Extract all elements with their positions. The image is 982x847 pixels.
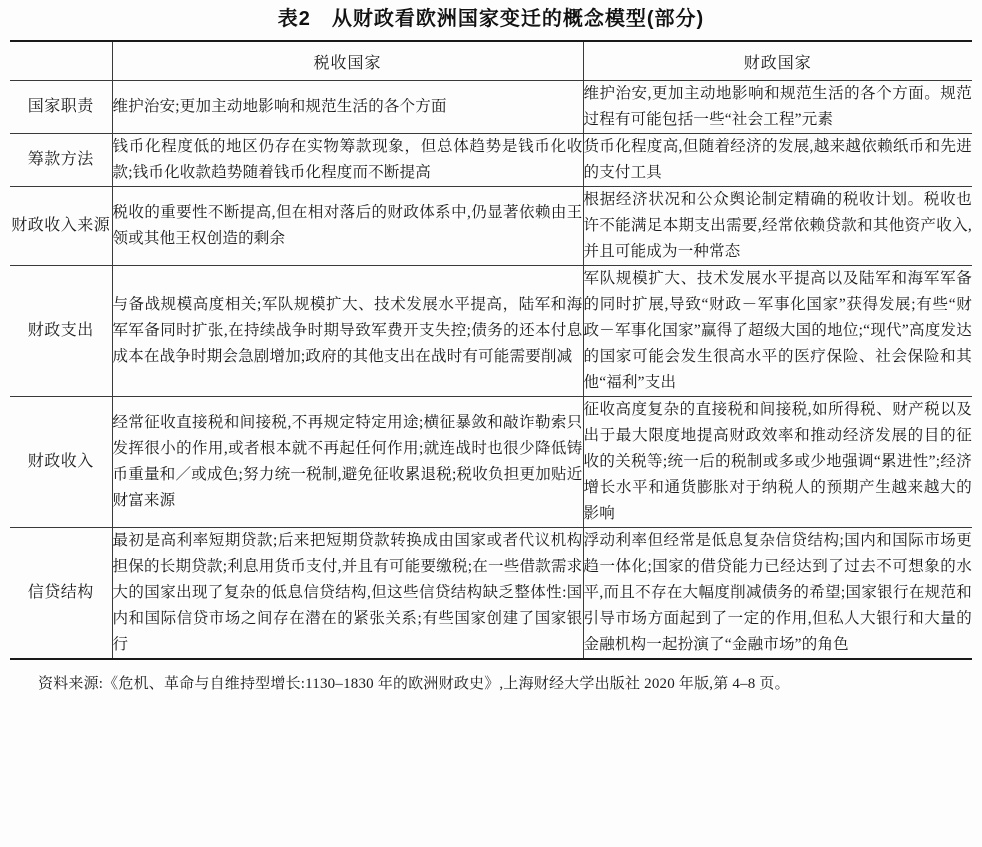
row-label-credit-structure: 信贷结构 — [10, 528, 112, 660]
cell-tax-fundraising-method — [112, 134, 583, 187]
cell-text: 与备战规模高度相关;军队规模扩大、技术发展水平提高，陆军和海军军备同时扩张,在持续战争时期导致军费开支失控;债务的还本付息成本在战争时期会急剧增加;政府的其他支出在战时有可能需要削减 — [112, 296, 583, 365]
cell-text: 最初是高利率短期贷款;后来把短期贷款转换成由国家或者代议机构担保的长期贷款;利息用货币支付,并且有可能要缴税;在一些借款需求大的国家出现了复杂的低息信贷结构,但这些信贷结构缺乏整体性:国内和国际信贷市场之间存在潜在的紧张关系;有些国家创建了国家银行 — [112, 532, 583, 653]
table-row — [10, 134, 972, 187]
cell-text: 军队规模扩大、技术发展水平提高以及陆军和海军军备的同时扩展,导致“财政－军事化国家”获得发展;有些“财政－军事化国家”赢得了超级大国的地位;“现代”高度发达的国家可能会发生很高水平的医疗保险、社会保险和其他“福利”支出 — [583, 270, 972, 391]
cell-text: 征收高度复杂的直接税和间接税,如所得税、财产税以及出于最大限度地提高财政效率和推动经济发展的目的征收的关税等;统一后的税制或多或少地强调“累进性”;经济增长水平和通货膨胀对于纳税人的预期产生越来越大的影响 — [583, 401, 972, 522]
cell-fiscal-fiscal-expenditure — [583, 266, 972, 397]
table-container — [10, 40, 972, 660]
row-label-revenue-source: 财政收入来源 — [10, 187, 112, 266]
table-row — [10, 528, 972, 660]
cell-fiscal-revenue-source — [583, 187, 972, 266]
page-title: 表2 从财政看欧洲国家变迁的概念模型(部分) — [277, 8, 705, 30]
cell-tax-credit-structure — [112, 528, 583, 660]
table-row — [10, 266, 972, 397]
cell-text: 钱币化程度低的地区仍存在实物筹款现象，但总体趋势是钱币化收款;钱币化收款趋势随着钱币化程度而不断提高 — [112, 138, 583, 181]
cell-fiscal-fundraising-method — [583, 134, 972, 187]
row-label-state-duty: 国家职责 — [10, 81, 112, 134]
header-row — [10, 41, 972, 81]
row-label-fiscal-expenditure: 财政支出 — [10, 266, 112, 397]
header-corner-cell — [10, 41, 112, 81]
cell-tax-state-duty — [112, 81, 583, 134]
source-note: 资料来源:《危机、革命与自维持型增长:1130–1830 年的欧洲财政史》,上海财经大学出版社 2020 年版,第 4–8 页。 — [38, 676, 790, 692]
cell-text: 根据经济状况和公众舆论制定精确的税收计划。税收也许不能满足本期支出需要,经常依赖贷款和其他资产收入,并且可能成为一种常态 — [583, 191, 972, 260]
row-label-fundraising-method: 筹款方法 — [10, 134, 112, 187]
cell-tax-fiscal-revenue — [112, 397, 583, 528]
cell-fiscal-state-duty — [583, 81, 972, 134]
table-row — [10, 397, 972, 528]
header-fiscal-state: 财政国家 — [583, 41, 972, 81]
table-header — [10, 41, 972, 81]
cell-fiscal-credit-structure — [583, 528, 972, 660]
table-body — [10, 81, 972, 660]
cell-text: 税收的重要性不断提高,但在相对落后的财政体系中,仍显著依赖由王领或其他王权创造的剩余 — [112, 204, 583, 247]
table-row — [10, 81, 972, 134]
cell-text: 货币化程度高,但随着经济的发展,越来越依赖纸币和先进的支付工具 — [583, 138, 972, 181]
table-row — [10, 187, 972, 266]
cell-text: 经常征收直接税和间接税,不再规定特定用途;横征暴敛和敲诈勒索只发挥很小的作用,或者根本就不再起任何作用;就连战时也很少降低铸币重量和／或成色;努力统一税制,避免征收累退税;税收负担更加贴近财富来源 — [112, 414, 583, 509]
concept-model-table — [10, 40, 972, 660]
cell-text: 维护治安,更加主动地影响和规范生活的各个方面。规范过程有可能包括一些“社会工程”元素 — [583, 85, 972, 128]
cell-tax-revenue-source — [112, 187, 583, 266]
row-label-fiscal-revenue: 财政收入 — [10, 397, 112, 528]
header-tax-state: 税收国家 — [112, 41, 583, 81]
cell-text: 维护治安;更加主动地影响和规范生活的各个方面 — [112, 98, 447, 115]
cell-tax-fiscal-expenditure — [112, 266, 583, 397]
cell-fiscal-fiscal-revenue — [583, 397, 972, 528]
cell-text: 浮动利率但经常是低息复杂信贷结构;国内和国际市场更趋一体化;国家的借贷能力已经达到了过去不可想象的水平,而且不存在大幅度削减债务的希望;国家银行在规范和引导市场方面起到了一定的作用,但私人大银行和大量的金融机构一起扮演了“金融市场”的角色 — [583, 532, 972, 653]
